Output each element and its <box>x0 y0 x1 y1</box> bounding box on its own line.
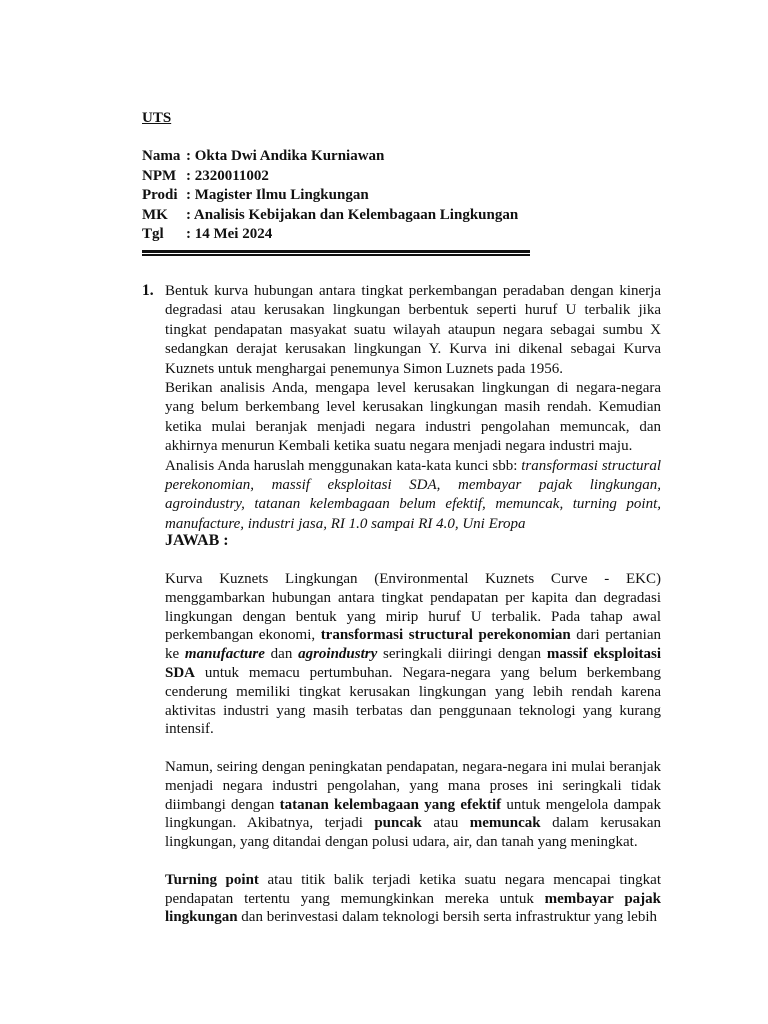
keyword-bold: Turning point <box>165 871 259 888</box>
info-label: Nama <box>142 148 181 164</box>
text-run: untuk memacu pertumbuhan. Negara-negara yang belum berkembang cenderung memiliki tingkat kerusakan lingkungan yang lebih rendah karena aktivitas industri yang masih terbatas dan penggunaan teknologi yang kurang intensif. <box>165 664 661 738</box>
answer-paragraph <box>165 570 661 739</box>
keyword-bold: puncak <box>374 815 422 832</box>
answer-paragraph <box>165 871 661 927</box>
text-run: dalam kerusakan lingkungan, yang ditandai dengan polusi udara, air, dan tanah yang meningkat. <box>165 815 661 851</box>
document-title: UTS <box>142 110 172 126</box>
info-label: Tgl <box>142 226 164 242</box>
text-run: dan <box>264 646 299 663</box>
keywords-intro: Analisis Anda haruslah menggunakan kata-kata kunci sbb: <box>165 457 522 474</box>
question-paragraph-keywords <box>165 457 661 535</box>
info-row-nama <box>142 147 518 167</box>
info-row-mk <box>142 206 518 226</box>
info-row-prodi <box>142 186 518 206</box>
text-run: dan berinvestasi dalam teknologi bersih serta infrastruktur yang lebih <box>237 909 658 926</box>
keyword-bold: membayar pajak lingkungan <box>165 890 662 926</box>
question-text <box>165 282 661 534</box>
info-label: NPM <box>142 167 177 184</box>
text-run: atau <box>421 815 470 832</box>
question-paragraph: Berikan analisis Anda, mengapa level kerusakan lingkungan di negara-negara yang belum berkembang level kerusakan lingkungan masih rendah. Kemudian ketika mulai beranjak menjadi negara industri pengolahan memuncak, dan akhirnya menurun Kembali ketika suatu negara menjadi negara industri maju. <box>165 380 661 455</box>
keyword-bold: memuncak <box>469 815 541 832</box>
text-run: Namun, seiring dengan peningkatan pendapatan, negara-negara ini mulai beranjak menjadi negara industri pengolahan, yang mana proses ini seringkali tidak diimbangi dengan <box>165 758 661 813</box>
header-divider-thin <box>142 254 530 256</box>
question-number: 1. <box>142 282 154 299</box>
keyword-bold: massif eksploitasi SDA <box>165 646 661 681</box>
info-row-tgl <box>142 225 518 245</box>
info-value: : Analisis Kebijakan dan Kelembagaan Lingkungan <box>186 206 519 223</box>
keywords-list: transformasi structural perekonomian, massif eksploitasi SDA, membayar pajak lingkungan, agroindustry, tatanan kelembagaan belum efektif, memuncak, turning point, manufacture, industri jasa, RI 1.0 sampai RI 4.0, Uni Eropa <box>165 457 662 532</box>
info-value: : Okta Dwi Andika Kurniawan <box>186 148 385 164</box>
answer-paragraph <box>165 758 661 852</box>
keyword-bold: transformasi structural perekonomian <box>320 627 571 644</box>
text-run: untuk mengelola dampak lingkungan. Akibatnya, terjadi <box>165 796 661 832</box>
student-info-block <box>142 147 518 245</box>
answer-text <box>165 570 661 946</box>
question-paragraph: Bentuk kurva hubungan antara tingkat perkembangan peradaban dengan kinerja degradasi atau kerusakan lingkungan berbentuk seperti huruf U terbalik jika tingkat pendapatan masyakat suatu wilayah ataupun negara sebagai sumbu X sedangkan derajat kerusakan lingkungan Y. Kurva ini dikenal sebagai Kurva Kuznets untuk menghargai penemunya Simon Luznets pada 1956. <box>165 283 661 377</box>
info-label: Prodi <box>142 187 178 203</box>
info-value: : 14 Mei 2024 <box>186 226 273 242</box>
text-run: Kurva Kuznets Lingkungan (Environmental Kuznets Curve - EKC) menggambarkan hubungan antara tingkat pendapatan per kapita dan degradasi lingkungan dengan bentuk yang mirip huruf U terbalik. Pada tahap awal perkembangan ekonomi, <box>165 571 661 644</box>
keyword-bold-italic: manufacture <box>184 646 265 663</box>
text-run: dari pertanian ke <box>165 627 661 663</box>
text-run: seringkali diiringi dengan <box>377 646 547 663</box>
answer-heading: JAWAB : <box>165 532 229 549</box>
keyword-bold-italic: agroindustry <box>298 646 378 663</box>
header-divider-thick <box>142 250 530 253</box>
info-row-npm <box>142 167 518 187</box>
info-value: : Magister Ilmu Lingkungan <box>186 187 369 203</box>
text-run: atau titik balik terjadi ketika suatu negara mencapai tingkat pendapatan tertentu yang memungkinkan mereka untuk <box>165 871 662 907</box>
keyword-bold: tatanan kelembagaan yang efektif <box>279 796 502 813</box>
info-value: : 2320011002 <box>186 167 269 184</box>
info-label: MK <box>142 206 168 223</box>
